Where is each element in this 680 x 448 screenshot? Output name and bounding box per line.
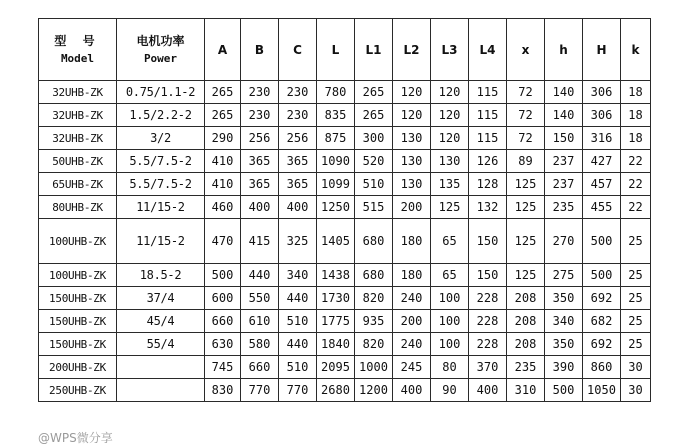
header-dim: k [621,19,651,81]
cell-l2: 240 [393,287,431,310]
cell-l2: 120 [393,81,431,104]
cell-a: 265 [205,81,241,104]
cell-a: 290 [205,127,241,150]
table-row [39,287,651,310]
cell-c: 230 [279,81,317,104]
cell-l1: 680 [355,219,393,264]
table-row [39,379,651,402]
cell-a: 500 [205,264,241,287]
cell-l3: 100 [431,287,469,310]
cell-x: 235 [507,356,545,379]
cell-l1: 515 [355,196,393,219]
cell-l: 1840 [317,333,355,356]
cell-h: 500 [583,219,621,264]
cell-l1: 265 [355,104,393,127]
cell-l4: 132 [469,196,507,219]
header-dim: H [583,19,621,81]
cell-a: 600 [205,287,241,310]
header-dim: C [279,19,317,81]
cell-l4: 126 [469,150,507,173]
cell-k: 30 [621,379,651,402]
cell-power: 5.5/7.5-2 [117,173,205,196]
cell-h: 457 [583,173,621,196]
cell-h: 500 [583,264,621,287]
cell-l2: 200 [393,196,431,219]
cell-l3: 65 [431,264,469,287]
cell-h: 140 [545,81,583,104]
cell-a: 660 [205,310,241,333]
cell-l: 1730 [317,287,355,310]
cell-l3: 135 [431,173,469,196]
cell-l: 835 [317,104,355,127]
cell-h: 306 [583,104,621,127]
cell-h: 140 [545,104,583,127]
cell-l1: 265 [355,81,393,104]
cell-x: 125 [507,196,545,219]
header-model-cn: 型 号 [54,33,101,48]
cell-l3: 120 [431,81,469,104]
cell-c: 325 [279,219,317,264]
table-body [39,81,651,402]
cell-b: 365 [241,173,279,196]
cell-h: 682 [583,310,621,333]
cell-l: 1250 [317,196,355,219]
cell-h: 350 [545,333,583,356]
cell-a: 460 [205,196,241,219]
cell-a: 410 [205,150,241,173]
cell-x: 208 [507,287,545,310]
cell-l3: 130 [431,150,469,173]
cell-l: 1438 [317,264,355,287]
table-row [39,219,651,264]
cell-l3: 125 [431,196,469,219]
header-dim: A [205,19,241,81]
cell-l: 780 [317,81,355,104]
cell-b: 550 [241,287,279,310]
cell-c: 230 [279,104,317,127]
cell-model: 100UHB-ZK [39,219,117,264]
cell-b: 230 [241,81,279,104]
cell-h: 306 [583,81,621,104]
cell-x: 89 [507,150,545,173]
cell-h: 275 [545,264,583,287]
cell-power [117,356,205,379]
cell-c: 510 [279,310,317,333]
cell-c: 510 [279,356,317,379]
cell-h: 270 [545,219,583,264]
cell-b: 440 [241,264,279,287]
cell-l3: 100 [431,310,469,333]
cell-a: 470 [205,219,241,264]
cell-l1: 1200 [355,379,393,402]
cell-h: 237 [545,150,583,173]
cell-k: 25 [621,264,651,287]
cell-l4: 128 [469,173,507,196]
cell-l3: 90 [431,379,469,402]
cell-c: 365 [279,173,317,196]
cell-b: 580 [241,333,279,356]
cell-l4: 150 [469,219,507,264]
cell-b: 415 [241,219,279,264]
cell-b: 610 [241,310,279,333]
cell-c: 340 [279,264,317,287]
cell-power: 37/4 [117,287,205,310]
cell-h: 340 [545,310,583,333]
cell-x: 125 [507,173,545,196]
cell-k: 25 [621,333,651,356]
table-row [39,104,651,127]
cell-l2: 180 [393,264,431,287]
header-dim: L3 [431,19,469,81]
spec-table [38,18,651,402]
cell-h: 692 [583,287,621,310]
cell-h: 390 [545,356,583,379]
cell-l1: 680 [355,264,393,287]
cell-model: 65UHB-ZK [39,173,117,196]
cell-c: 440 [279,333,317,356]
cell-power: 5.5/7.5-2 [117,150,205,173]
cell-l4: 228 [469,310,507,333]
cell-a: 410 [205,173,241,196]
cell-l: 1405 [317,219,355,264]
cell-b: 256 [241,127,279,150]
cell-power: 0.75/1.1-2 [117,81,205,104]
cell-power: 45/4 [117,310,205,333]
cell-x: 125 [507,219,545,264]
cell-k: 18 [621,104,651,127]
cell-l1: 820 [355,287,393,310]
cell-l3: 120 [431,127,469,150]
table-row [39,310,651,333]
table-row [39,173,651,196]
cell-x: 125 [507,264,545,287]
cell-model: 150UHB-ZK [39,287,117,310]
header-model [39,19,117,81]
cell-l1: 820 [355,333,393,356]
cell-l4: 150 [469,264,507,287]
cell-a: 630 [205,333,241,356]
cell-l: 2680 [317,379,355,402]
cell-model: 32UHB-ZK [39,104,117,127]
cell-h: 237 [545,173,583,196]
cell-power: 18.5-2 [117,264,205,287]
header-dim: B [241,19,279,81]
cell-l: 2095 [317,356,355,379]
table-row [39,196,651,219]
cell-a: 745 [205,356,241,379]
cell-k: 22 [621,196,651,219]
cell-k: 25 [621,219,651,264]
cell-l2: 245 [393,356,431,379]
header-dim: L2 [393,19,431,81]
cell-l: 875 [317,127,355,150]
cell-model: 150UHB-ZK [39,333,117,356]
cell-l1: 935 [355,310,393,333]
cell-l3: 100 [431,333,469,356]
cell-l4: 228 [469,333,507,356]
cell-l1: 1000 [355,356,393,379]
cell-c: 365 [279,150,317,173]
cell-l4: 115 [469,127,507,150]
cell-l3: 80 [431,356,469,379]
cell-h: 500 [545,379,583,402]
header-dim: L [317,19,355,81]
table-row [39,264,651,287]
cell-x: 208 [507,333,545,356]
cell-h: 150 [545,127,583,150]
header-dim: x [507,19,545,81]
cell-l2: 400 [393,379,431,402]
header-power [117,19,205,81]
cell-h: 316 [583,127,621,150]
cell-h: 692 [583,333,621,356]
cell-model: 250UHB-ZK [39,379,117,402]
header-row [39,19,651,81]
cell-l: 1775 [317,310,355,333]
cell-l2: 130 [393,150,431,173]
cell-k: 22 [621,173,651,196]
cell-power: 55/4 [117,333,205,356]
cell-x: 72 [507,81,545,104]
cell-h: 860 [583,356,621,379]
cell-l4: 400 [469,379,507,402]
header-model-en: Model [60,51,95,65]
table-row [39,81,651,104]
header-dim: L4 [469,19,507,81]
cell-h: 427 [583,150,621,173]
cell-power [117,379,205,402]
cell-l2: 130 [393,127,431,150]
cell-model: 32UHB-ZK [39,81,117,104]
cell-h: 455 [583,196,621,219]
cell-power: 1.5/2.2-2 [117,104,205,127]
cell-model: 50UHB-ZK [39,150,117,173]
cell-k: 18 [621,81,651,104]
header-dim: L1 [355,19,393,81]
cell-b: 365 [241,150,279,173]
cell-l3: 65 [431,219,469,264]
cell-h: 235 [545,196,583,219]
cell-model: 150UHB-ZK [39,310,117,333]
cell-l: 1090 [317,150,355,173]
cell-c: 440 [279,287,317,310]
cell-a: 830 [205,379,241,402]
table-row [39,127,651,150]
header-power-cn: 电机功率 [136,33,185,48]
cell-model: 200UHB-ZK [39,356,117,379]
cell-model: 32UHB-ZK [39,127,117,150]
cell-k: 30 [621,356,651,379]
cell-l2: 240 [393,333,431,356]
cell-l2: 120 [393,104,431,127]
cell-b: 400 [241,196,279,219]
header-power-en: Power [143,51,178,65]
cell-c: 400 [279,196,317,219]
cell-k: 25 [621,310,651,333]
cell-l2: 200 [393,310,431,333]
cell-l2: 180 [393,219,431,264]
cell-l4: 228 [469,287,507,310]
table-row [39,150,651,173]
cell-l: 1099 [317,173,355,196]
cell-b: 230 [241,104,279,127]
cell-x: 72 [507,127,545,150]
cell-power: 3/2 [117,127,205,150]
header-dim: h [545,19,583,81]
cell-x: 310 [507,379,545,402]
cell-x: 72 [507,104,545,127]
cell-l4: 115 [469,81,507,104]
cell-k: 18 [621,127,651,150]
cell-model: 80UHB-ZK [39,196,117,219]
cell-c: 256 [279,127,317,150]
cell-l4: 115 [469,104,507,127]
cell-x: 208 [507,310,545,333]
cell-l2: 130 [393,173,431,196]
table-row [39,333,651,356]
cell-l3: 120 [431,104,469,127]
cell-power: 11/15-2 [117,196,205,219]
cell-l1: 300 [355,127,393,150]
cell-b: 770 [241,379,279,402]
cell-h: 350 [545,287,583,310]
cell-c: 770 [279,379,317,402]
cell-l4: 370 [469,356,507,379]
table-row [39,356,651,379]
cell-a: 265 [205,104,241,127]
cell-power: 11/15-2 [117,219,205,264]
cell-k: 22 [621,150,651,173]
cell-model: 100UHB-ZK [39,264,117,287]
cell-b: 660 [241,356,279,379]
wps-watermark: @WPS微分享 [38,431,113,445]
cell-l1: 510 [355,173,393,196]
cell-k: 25 [621,287,651,310]
cell-h: 1050 [583,379,621,402]
cell-l1: 520 [355,150,393,173]
